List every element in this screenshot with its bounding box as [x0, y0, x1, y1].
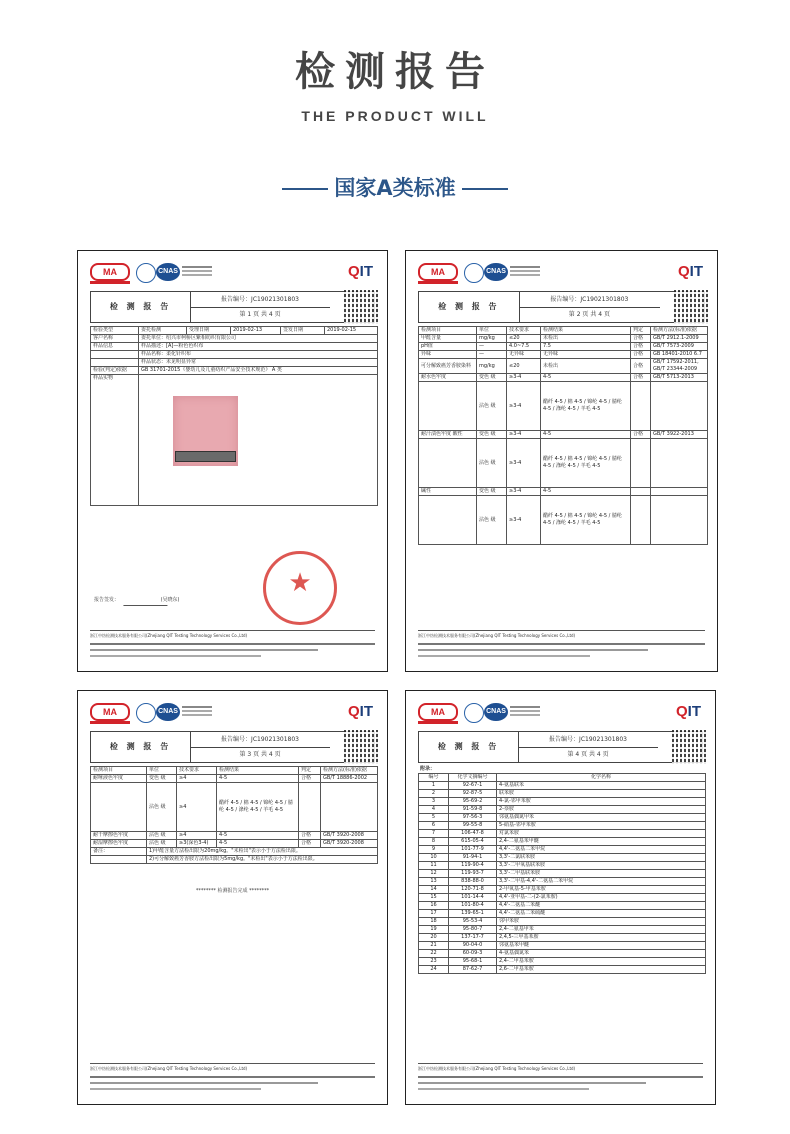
fabric-sample-photo — [173, 396, 238, 466]
footer-line — [90, 649, 318, 651]
footer-line — [418, 1082, 646, 1084]
report-page-3[interactable] — [77, 690, 388, 1105]
table-row: 样品实物 — [91, 375, 378, 506]
ilac-logo-icon — [136, 703, 156, 723]
footer-line — [90, 643, 375, 645]
ma-logo-icon: MA — [90, 703, 130, 721]
table-row: 19 95-80-7 2,4-二氨基甲苯 — [419, 926, 706, 934]
table-row: 15 101-14-4 4,4'-亚甲基-二-(2-氯苯胺) — [419, 894, 706, 902]
ma-logo-icon: MA — [418, 263, 458, 281]
table-row: 耐水色牢度 变色 级 ≥3-4 4-5 合格 GB/T 5713-2013 — [419, 374, 708, 382]
table-row: 样品信息 样品描述：[A]—粉色色织布 — [91, 343, 378, 351]
report-footer — [418, 630, 705, 661]
report-footer — [90, 1063, 375, 1094]
cnas-text-lines — [182, 706, 212, 708]
handwritten-signature — [123, 591, 172, 606]
report-title: 检 测 报 告 — [419, 292, 520, 322]
table-header-row: 检测项目 单位 技术要求 检测结果 判定 检测方法(标准)依据 — [91, 767, 378, 775]
cnas-logo-icon: CNAS — [484, 263, 508, 281]
ma-logo-icon: MA — [90, 263, 130, 281]
qr-code-icon[interactable] — [344, 730, 378, 764]
ma-bar — [418, 721, 458, 724]
cnas-text-lines — [510, 706, 540, 708]
table-row: 碱性 变色 级 ≥3-4 4-5 — [419, 488, 708, 496]
cnas-text-lines — [182, 266, 212, 268]
table-row: 沾色 级 ≥3-4 醋纤 4-5 / 棉 4-5 / 锦纶 4-5 / 腈纶 4-5 / 涤纶 4-5 / 羊毛 4-5 — [419, 439, 708, 488]
standard-label: 国家A类标准 — [334, 176, 456, 200]
report-number: 报告编号：JC19021301803 — [190, 732, 330, 748]
footer-line — [90, 1076, 375, 1078]
table-row: 备注： 1)甲醛含量方法检出限为20mg/kg。"未检出"表示小于方法检出限。 — [91, 848, 378, 856]
table-row: 耐干摩擦色牢度 沾色 级 ≥4 4-5 合格 GB/T 3920-2008 — [91, 832, 378, 840]
table-header-row: 编号 化学文摘编号 化学名称 — [419, 774, 706, 782]
report-title-box — [418, 291, 705, 323]
report-footer — [418, 1063, 703, 1094]
qr-code-icon[interactable] — [672, 730, 706, 764]
ilac-logo-icon — [464, 263, 484, 283]
table-row: 17 139-65-1 4,4'-二氨基二苯硫醚 — [419, 910, 706, 918]
amine-table — [418, 773, 706, 974]
table-row: 样品状态：未见明显异常 — [91, 359, 378, 367]
table-row: 2 92-87-5 联苯胺 — [419, 790, 706, 798]
table-row: 23 95-68-1 2,4-二甲基苯胺 — [419, 958, 706, 966]
ma-bar — [418, 281, 458, 284]
appendix-caption: 附录： — [420, 766, 436, 772]
page-title: 检测报告 — [295, 49, 495, 95]
report-number: 报告编号：JC19021301803 — [518, 732, 658, 748]
table-row: 20 137-17-7 2,4,5-三甲基苯胺 — [419, 934, 706, 942]
table-row: 可分解致癌芳香胺染料 mg/kg ≤20 未检出 合格 GB/T 17592-2011, GB/T 23344-2009 — [419, 359, 708, 374]
ma-bar — [90, 721, 130, 724]
qit-logo: QIT — [347, 263, 373, 280]
footer-line — [418, 649, 648, 651]
qr-code-icon[interactable] — [674, 290, 708, 324]
report-footer — [90, 630, 375, 661]
table-row: 6 99-55-8 5-硝基-邻甲苯胺 — [419, 822, 706, 830]
table-row: 甲醛含量 mg/kg ≤20 未检出 合格 GB/T 2912.1-2009 — [419, 335, 708, 343]
table-row: 3 95-69-2 4-氯-邻甲苯胺 — [419, 798, 706, 806]
footer-company: 浙江中纺检测技术服务有限公司(Zhejiang QIT Testing Technology Services Co.,Ltd) — [418, 633, 576, 638]
signature-label: 报告签发： (吴晓东) — [94, 597, 180, 603]
cnas-logo-icon: CNAS — [484, 703, 508, 721]
table-row: 24 87-62-7 2,6-二甲基苯胺 — [419, 966, 706, 974]
page-number: 第 1 页 共 4 页 — [239, 311, 281, 318]
table-row: 客户名称 委托单位：绍兴市柯桥区紫相纺织有限公司 — [91, 335, 378, 343]
page-number: 第 3 页 共 4 页 — [239, 751, 281, 758]
footer-line — [418, 655, 590, 657]
report-title: 检 测 报 告 — [419, 732, 519, 762]
footer-line — [418, 643, 705, 645]
footer-line — [418, 1076, 703, 1078]
divider-right — [462, 188, 508, 190]
table-row: 18 95-53-4 邻甲苯胺 — [419, 918, 706, 926]
qr-code-icon[interactable] — [344, 290, 378, 324]
table-row: 样品名称：柔化针织布 — [91, 351, 378, 359]
results-table — [418, 326, 708, 545]
report-title: 检 测 报 告 — [91, 732, 191, 762]
report-page-2[interactable] — [405, 250, 718, 672]
end-of-report-note: ******** 检测报告完成 ******** — [195, 888, 270, 894]
table-row: 检验类型 委托检测 受理日期 2019-02-13 签发日期 2019-02-15 — [91, 327, 378, 335]
report-title-box — [90, 291, 375, 323]
table-row: 8 615-05-4 2,4-二氨基苯甲醚 — [419, 838, 706, 846]
star-icon: ★ — [288, 568, 312, 598]
qit-logo: QIT — [675, 703, 701, 720]
footer-line — [418, 1088, 589, 1090]
ma-bar — [90, 281, 130, 284]
table-row: 12 119-93-7 3,3'-二甲基联苯胺 — [419, 870, 706, 878]
report-page-1[interactable] — [77, 250, 388, 672]
footer-line — [90, 1082, 318, 1084]
table-row: 16 101-80-4 4,4'-二氨基二苯醚 — [419, 902, 706, 910]
table-header-row: 检测项目 单位 技术要求 检测结果 判定 检测方法(标准)依据 — [419, 327, 708, 335]
table-row: 检验(判定)依据 GB 31701-2015《婴幼儿及儿童纺织产品安全技术规范》 A 类 — [91, 367, 378, 375]
page-number: 第 2 页 共 4 页 — [568, 311, 610, 318]
ilac-logo-icon — [136, 263, 156, 283]
table-row: 21 90-04-0 邻氨基苯甲醚 — [419, 942, 706, 950]
page-number: 第 4 页 共 4 页 — [567, 751, 609, 758]
footer-company: 浙江中纺检测技术服务有限公司(Zhejiang QIT Testing Technology Services Co.,Ltd) — [418, 1066, 576, 1071]
footer-line — [90, 655, 261, 657]
table-row: 10 91-94-1 3,3'-二氯联苯胺 — [419, 854, 706, 862]
table-row: 22 60-09-3 4-氨基偶氮苯 — [419, 950, 706, 958]
table-row: 11 119-90-4 3,3'-二甲氧基联苯胺 — [419, 862, 706, 870]
table-row: 耐汗渍色牢度 酸性 变色 级 ≥3-4 4-5 合格 GB/T 3922-2013 — [419, 431, 708, 439]
ma-logo-icon: MA — [418, 703, 458, 721]
cnas-text-lines — [510, 266, 540, 268]
cnas-logo-icon: CNAS — [156, 263, 180, 281]
table-row: 14 120-71-8 2-甲氧基-5-甲基苯胺 — [419, 886, 706, 894]
table-row: 1 92-67-1 4-氨基联苯 — [419, 782, 706, 790]
table-row: 沾色 级 ≥4 醋纤 4-5 / 棉 4-5 / 锦纶 4-5 / 腈纶 4-5 / 涤纶 4-5 / 羊毛 4-5 — [91, 783, 378, 832]
table-row: 13 838-88-0 3,3'-二甲基-4,4'-二氨基二苯甲烷 — [419, 878, 706, 886]
report-header — [90, 703, 375, 725]
qit-logo: QIT — [347, 703, 373, 720]
table-row: pH值 — 4.0~7.5 7.5 合格 GB/T 7573-2009 — [419, 343, 708, 351]
table-row: 7 106-47-8 对氯苯胺 — [419, 830, 706, 838]
ilac-logo-icon — [464, 703, 484, 723]
divider-left — [282, 188, 328, 190]
table-row: 4 91-59-8 2-萘胺 — [419, 806, 706, 814]
table-row: 沾色 级 ≥3-4 醋纤 4-5 / 棉 4-5 / 锦纶 4-5 / 腈纶 4-5 / 涤纶 4-5 / 羊毛 4-5 — [419, 382, 708, 431]
footer-line — [90, 1088, 261, 1090]
table-row: 2)可分解致癌芳香胺方法检出限为5mg/kg。"未检出"表示小于方法检出限。 — [91, 856, 378, 864]
page-subtitle: THE PRODUCT WILL — [301, 108, 489, 124]
report-header — [90, 263, 375, 285]
report-title-box — [418, 731, 703, 763]
report-page-4[interactable] — [405, 690, 716, 1105]
footer-company: 浙江中纺检测技术服务有限公司(Zhejiang QIT Testing Technology Services Co.,Ltd) — [90, 633, 248, 638]
table-row: 5 97-56-3 邻氨基偶氮甲苯 — [419, 814, 706, 822]
results-table — [90, 766, 378, 864]
official-seal-icon — [263, 551, 337, 625]
footer-company: 浙江中纺检测技术服务有限公司(Zhejiang QIT Testing Technology Services Co.,Ltd) — [90, 1066, 248, 1071]
table-row: 耐唾液色牢度 变色 级 ≥4 4-5 合格 GB/T 18886-2002 — [91, 775, 378, 783]
table-row: 耐湿摩擦色牢度 沾色 级 ≥3(深色3-4) 4-5 合格 GB/T 3920-2008 — [91, 840, 378, 848]
standard-heading — [0, 172, 790, 202]
report-header — [418, 703, 703, 725]
cnas-logo-icon: CNAS — [156, 703, 180, 721]
table-row: 沾色 级 ≥3-4 醋纤 4-5 / 棉 4-5 / 锦纶 4-5 / 腈纶 4-5 / 涤纶 4-5 / 羊毛 4-5 — [419, 496, 708, 545]
report-number: 报告编号：JC19021301803 — [519, 292, 660, 308]
qit-logo: QIT — [677, 263, 703, 280]
report-title-box — [90, 731, 375, 763]
report-title: 检 测 报 告 — [91, 292, 191, 322]
report-number: 报告编号：JC19021301803 — [190, 292, 330, 308]
report-header — [418, 263, 705, 285]
table-row: 9 101-77-9 4,4'-二氨基二苯甲烷 — [419, 846, 706, 854]
table-row: 异味 — 无异味 无异味 合格 GB 18401-2010 6.7 — [419, 351, 708, 359]
